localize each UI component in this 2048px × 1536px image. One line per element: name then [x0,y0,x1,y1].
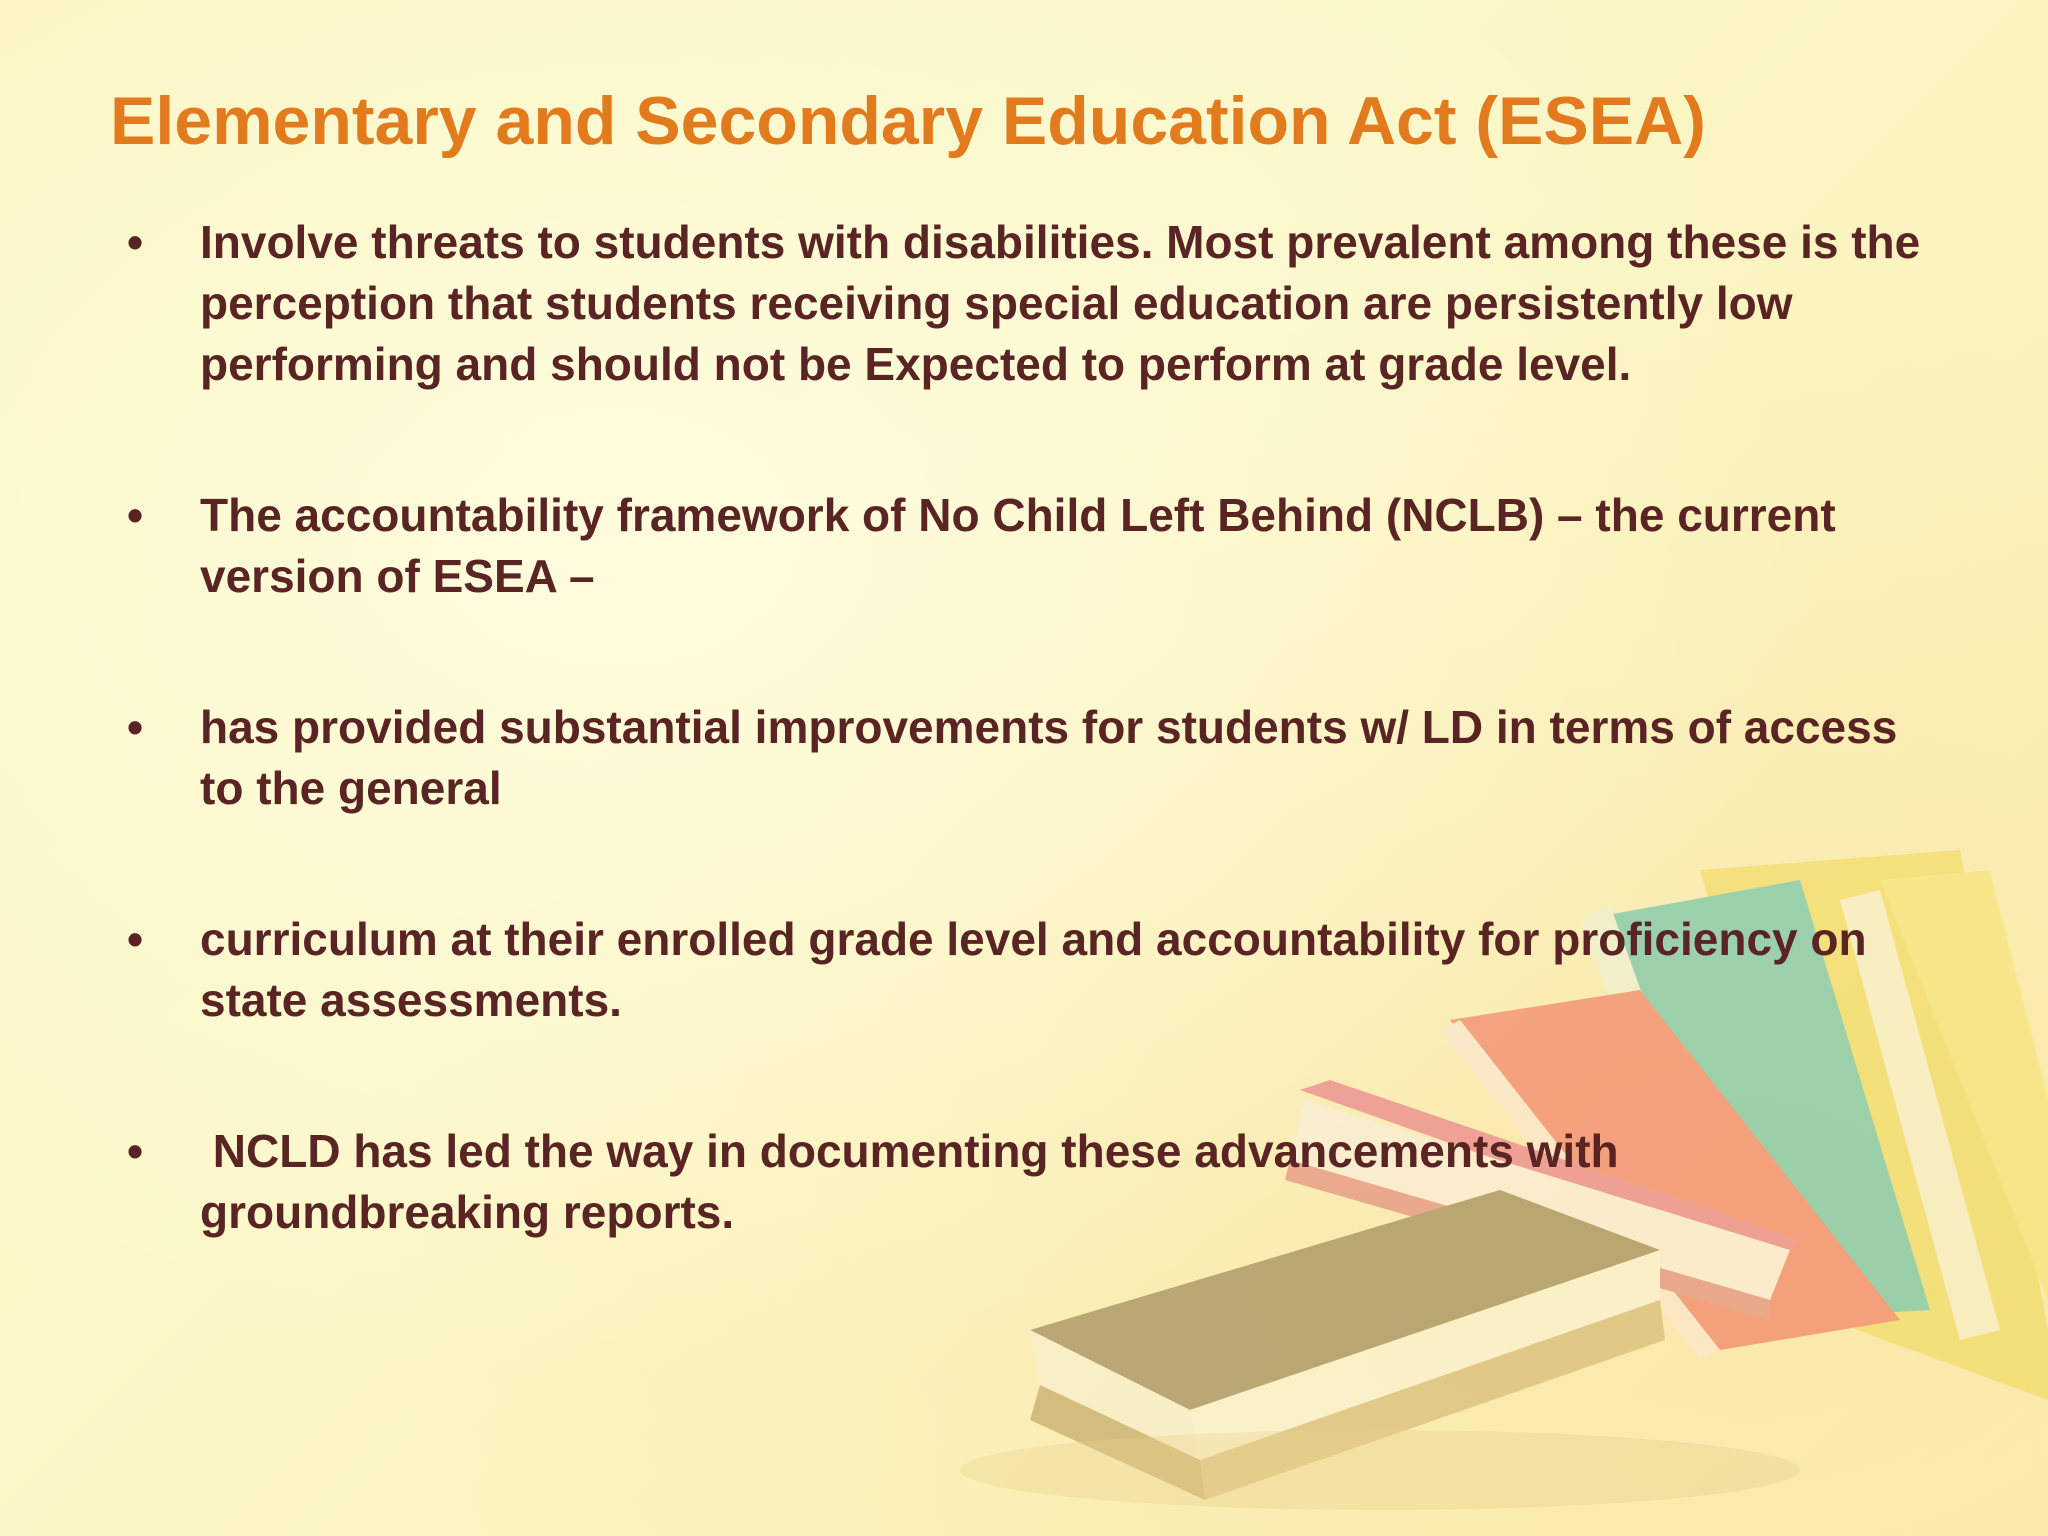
bullet-item [120,485,1940,607]
bullet-text: has provided substantial improvements for students w/ LD in terms of access to the general [200,701,1898,814]
bullet-icon: • [126,913,144,965]
bullet-item [120,1121,1940,1243]
bullet-text: curriculum at their enrolled grade level and accountability for proficiency on state assessments. [200,913,1867,1026]
bullet-item [120,212,1940,395]
slide-title: Elementary and Secondary Education Act (ESEA) [110,83,1706,159]
bullet-text: Involve threats to students with disabilities. Most prevalent among these is the perception that students receiving special education are persistently low performing and should not be Expected to perform at grade level. [200,216,1921,390]
bullet-icon: • [126,1125,144,1177]
bullet-icon: • [126,701,144,753]
bullet-item [120,697,1940,819]
bullet-item [120,909,1940,1031]
bullet-icon: • [126,216,144,268]
bullet-text: NCLD has led the way in documenting these advancements with groundbreaking reports. [200,1125,1632,1238]
bullet-list [120,212,1940,1243]
bullet-text: The accountability framework of No Child Left Behind (NCLB) – the current version of ESEA – [200,489,1836,602]
bullet-icon: • [126,489,144,541]
